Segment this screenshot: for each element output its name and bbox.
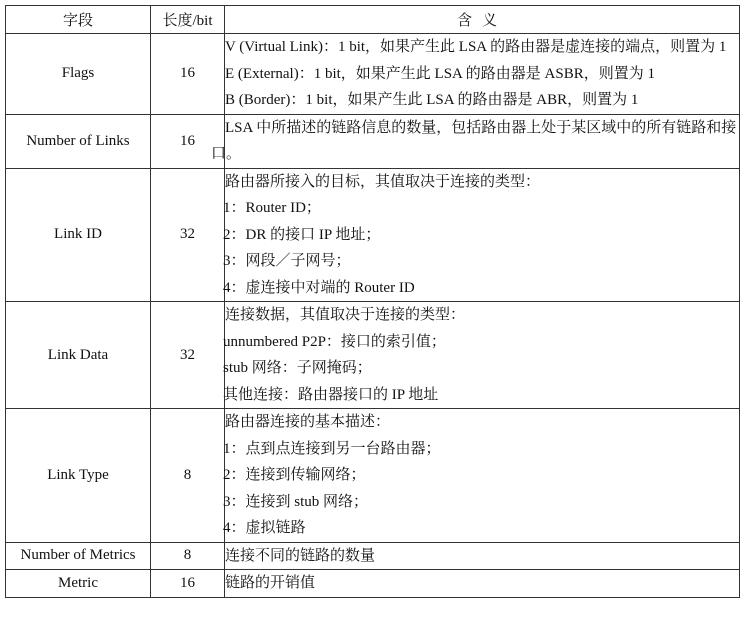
table-row: [6, 409, 740, 543]
row-field-name: Number of Metrics: [6, 542, 151, 570]
table-row: [6, 114, 740, 168]
row-length: 16: [151, 114, 225, 168]
row-meaning: [211, 114, 740, 168]
row-length: 32: [151, 168, 225, 302]
row-meaning: [225, 409, 740, 543]
header-length: 长度/bit: [151, 6, 225, 34]
meaning-line: 1：Router ID；: [223, 200, 321, 216]
row-field-name: Link Data: [6, 302, 151, 409]
table-row: [6, 570, 740, 598]
meaning-line: 链路的开销值: [225, 575, 316, 591]
row-meaning: [225, 542, 740, 570]
row-meaning: [225, 570, 740, 598]
table-body: [6, 34, 740, 598]
meaning-line: B (Border)：1 bit，如果产生此 LSA 的路由器是 ABR，则置为 1: [225, 92, 639, 108]
table-row: [6, 302, 740, 409]
meaning-line: LSA 中所描述的链路信息的数量，包括路由器上处于某区域中的所有链路和接口。: [211, 119, 737, 162]
row-length: 8: [151, 409, 225, 543]
meaning-line: 2：连接到传输网络；: [223, 467, 366, 483]
lsa-fields-table: [5, 5, 740, 598]
row-length: 8: [151, 542, 225, 570]
meaning-line: unnumbered P2P：接口的索引值；: [223, 333, 446, 350]
meaning-line: 4：虚连接中对端的 Router ID: [223, 279, 415, 296]
meaning-line: 其他连接：路由器接口的 IP 地址: [223, 386, 439, 403]
table-row: [6, 34, 740, 115]
row-field-name: Link Type: [6, 409, 151, 543]
meaning-line: 连接数据，其值取决于连接的类型：: [225, 307, 466, 323]
header-row: [6, 6, 740, 34]
meaning-line: 2：DR 的接口 IP 地址；: [223, 226, 381, 243]
meaning-line: 3：连接到 stub 网络；: [223, 493, 369, 510]
table-header: [6, 6, 740, 34]
meaning-line: E (External)：1 bit，如果产生此 LSA 的路由器是 ASBR，则置为 1: [225, 65, 655, 82]
row-length: 16: [151, 34, 225, 115]
meaning-line: 4：虚拟链路: [223, 520, 306, 536]
row-field-name: Link ID: [6, 168, 151, 302]
meaning-line: V (Virtual Link)：1 bit，如果产生此 LSA 的路由器是虚连接的端点，则置为 1: [225, 39, 727, 55]
row-field-name: Flags: [6, 34, 151, 115]
row-meaning: [225, 302, 740, 409]
row-length: 32: [151, 302, 225, 409]
header-field-name: 字段: [6, 6, 151, 34]
meaning-line: 3：网段／子网号；: [223, 253, 351, 269]
meaning-line: 路由器所接入的目标，其值取决于连接的类型：: [225, 173, 541, 190]
row-meaning: [225, 34, 740, 115]
meaning-line: 1：点到点连接到另一台路由器；: [223, 440, 441, 457]
meaning-line: stub 网络：子网掩码；: [223, 360, 372, 376]
table-row: [6, 168, 740, 302]
row-field-name: Metric: [6, 570, 151, 598]
header-meaning: 含义: [225, 6, 740, 34]
row-field-name: Number of Links: [6, 114, 151, 168]
meaning-line: 路由器连接的基本描述：: [225, 414, 391, 430]
row-length: 16: [151, 570, 225, 598]
table-row: [6, 542, 740, 570]
meaning-line: 连接不同的链路的数量: [225, 547, 376, 564]
row-meaning: [225, 168, 740, 302]
